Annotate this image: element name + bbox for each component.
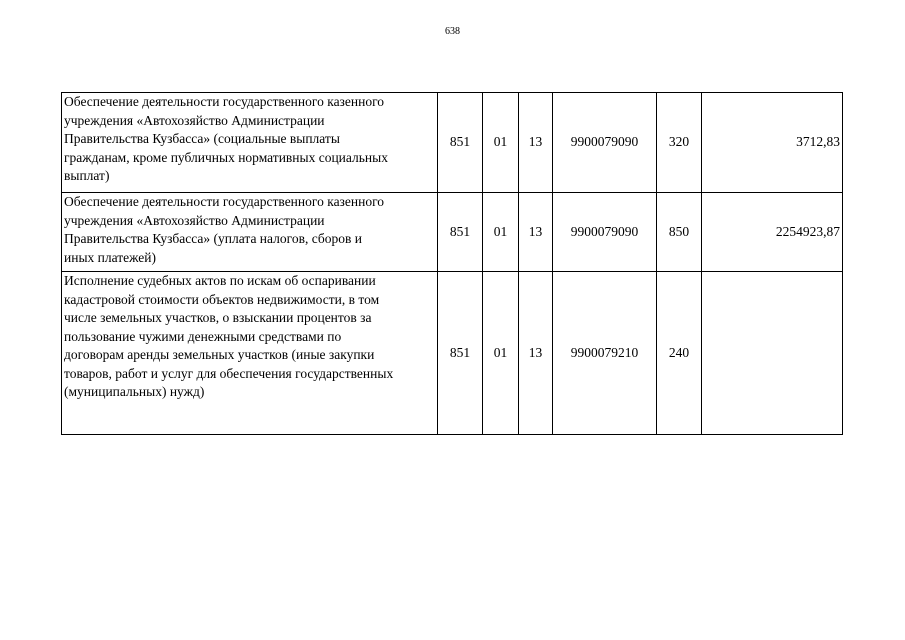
expense-name-cell — [62, 272, 438, 435]
budget-table — [61, 92, 843, 435]
expense-type-cell: 320 — [657, 93, 702, 193]
expense-type-cell: 240 — [657, 272, 702, 435]
expense-name-line: Исполнение судебных актов по искам об оспаривании — [64, 273, 376, 288]
ministry-code-cell: 851 — [438, 93, 483, 193]
amount-cell — [702, 272, 843, 435]
subsection-code-cell: 13 — [519, 193, 553, 272]
expense-name-line: Правительства Кузбасса» (уплата налогов, сборов и — [64, 231, 362, 246]
target-code-cell: 9900079090 — [553, 93, 657, 193]
expense-name-line: учреждения «Автохозяйство Администрации — [64, 112, 325, 128]
target-code-cell: 9900079090 — [553, 193, 657, 272]
expense-name-line: Обеспечение деятельности государственного казенного — [64, 94, 385, 109]
section-code-cell: 01 — [483, 93, 519, 193]
expense-type-cell: 850 — [657, 193, 702, 272]
expense-name-line: Обеспечение деятельности государственного казенного — [64, 194, 385, 209]
ministry-code-cell: 851 — [438, 193, 483, 272]
section-code-cell: 01 — [483, 272, 519, 435]
expense-name-line: товаров, работ и услуг для обеспечения государственных — [64, 365, 394, 381]
expense-name-line: выплат) — [64, 168, 110, 183]
expense-name-line: Правительства Кузбасса» (социальные выплаты — [64, 131, 340, 146]
expense-name-line: числе земельных участков, о взыскании процентов за — [64, 310, 372, 325]
expense-name-cell — [62, 93, 438, 193]
expense-name-line: договорам аренды земельных участков (иные закупки — [64, 347, 375, 362]
section-code-cell: 01 — [483, 193, 519, 272]
expense-name-line: гражданам, кроме публичных нормативных социальных — [64, 149, 388, 165]
target-code-cell: 9900079210 — [553, 272, 657, 435]
expense-name-line: иных платежей) — [64, 249, 157, 265]
amount-cell: 2254923,87 — [702, 193, 843, 272]
expense-name-line: кадастровой стоимости объектов недвижимости, в том — [64, 291, 380, 307]
expense-name-line: пользование чужими денежными средствами по — [64, 328, 342, 344]
page-number: 638 — [445, 26, 460, 37]
subsection-code-cell: 13 — [519, 272, 553, 435]
subsection-code-cell: 13 — [519, 93, 553, 193]
amount-cell: 3712,83 — [702, 93, 843, 193]
expense-name-line: (муниципальных) нужд) — [64, 384, 205, 399]
table-row — [62, 193, 843, 272]
ministry-code-cell: 851 — [438, 272, 483, 435]
table-row — [62, 272, 843, 435]
expense-name-cell — [62, 193, 438, 272]
table-row — [62, 93, 843, 193]
expense-name-line: учреждения «Автохозяйство Администрации — [64, 212, 325, 228]
